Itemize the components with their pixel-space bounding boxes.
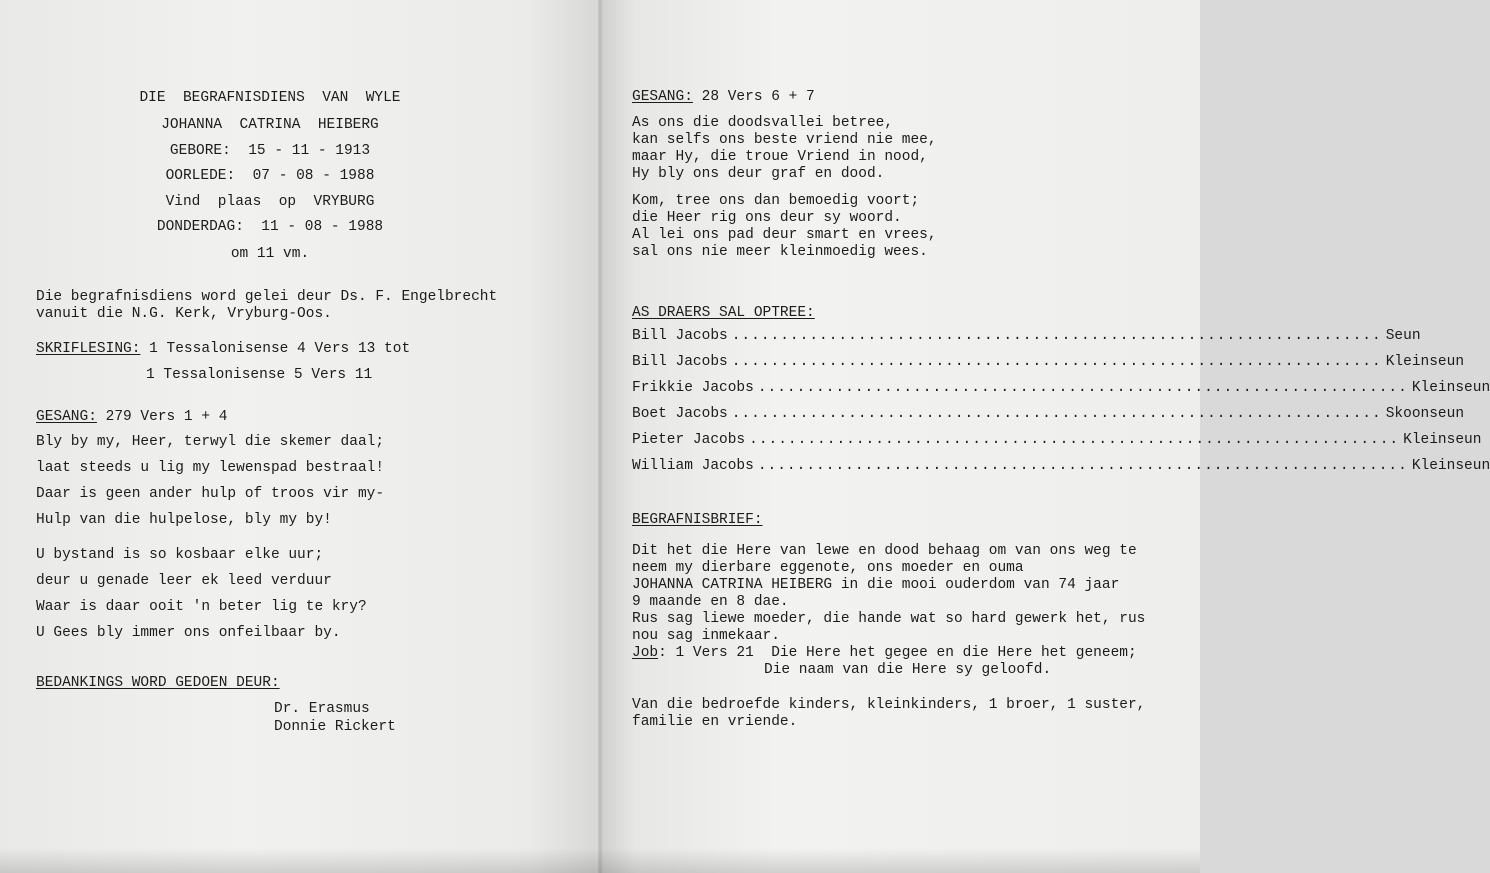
- header-line: DONDERDAG: 11 - 08 - 1988: [156, 219, 384, 235]
- thanks-name: Dr. Erasmus: [274, 701, 370, 717]
- pallbearer-name: Frikkie Jacobs: [632, 380, 754, 396]
- pallbearer-relation: Skoonseun: [1385, 406, 1465, 422]
- job-verse: [632, 645, 1137, 662]
- pallbearer-relation: Seun: [1385, 328, 1421, 344]
- closing-line: Van die bedroefde kinders, kleinkinders, 1 broer, 1 suster,: [632, 697, 1146, 713]
- pallbearer-relation: Kleinseun: [1411, 380, 1490, 396]
- pallbearer-relation: Kleinseun: [1385, 354, 1465, 370]
- job-verse-line-2: Die naam van die Here sy geloofd.: [764, 662, 1052, 678]
- hymn-line: Hy bly ons deur graf en dood.: [632, 166, 885, 182]
- hymn-line: Kom, tree ons dan bemoedig voort;: [632, 193, 920, 209]
- hymn-line: As ons die doodsvallei betree,: [632, 115, 894, 131]
- notice-line: neem my dierbare eggenote, ons moeder en ouma: [632, 560, 1024, 576]
- notice-line: JOHANNA CATRINA HEIBERG in die mooi ouderdom van 74 jaar: [632, 577, 1120, 593]
- thanks-heading: BEDANKINGS WORD GEDOEN DEUR:: [36, 675, 280, 691]
- hymn-label: GESANG:: [36, 409, 97, 425]
- hymn-ref: 28 Vers 6 + 7: [692, 89, 815, 105]
- notice-line: nou sag inmekaar.: [632, 628, 780, 644]
- pallbearer-row: Boet Jacobs ................................................................... Skoonseun: [632, 406, 1465, 422]
- pallbearer-name: Bill Jacobs: [632, 354, 728, 370]
- header-line: DIE BEGRAFNISDIENS VAN WYLE: [139, 90, 401, 106]
- left-page: [0, 0, 600, 873]
- scripture-ref: 1 Tessalonisense 4 Vers 13 tot: [140, 341, 411, 357]
- notice-line: 9 maande en 8 dae.: [632, 594, 789, 610]
- service-church: vanuit die N.G. Kerk, Vryburg-Oos.: [36, 306, 332, 322]
- center-fold: [596, 0, 604, 873]
- pallbearer-relation: Kleinseun: [1403, 432, 1482, 448]
- hymn-line: sal ons nie meer kleinmoedig wees.: [632, 244, 928, 260]
- hymn-line: Bly by my, Heer, terwyl die skemer daal;: [36, 434, 385, 450]
- notice-line: Rus sag liewe moeder, die hande wat so hard gewerk het, rus: [632, 611, 1146, 627]
- hymn-line: kan selfs ons beste vriend nie mee,: [632, 132, 937, 148]
- hymn-line: U bystand is so kosbaar elke uur;: [36, 547, 324, 563]
- header-line: OORLEDE: 07 - 08 - 1988: [165, 168, 375, 184]
- header-line: JOHANNA CATRINA HEIBERG: [161, 117, 379, 133]
- pallbearer-name: Pieter Jacobs: [632, 432, 746, 448]
- header-line: Vind plaas op VRYBURG: [165, 194, 375, 210]
- notice-heading: BEGRAFNISBRIEF:: [632, 512, 763, 528]
- hymn-line: U Gees bly immer ons onfeilbaar by.: [36, 625, 341, 641]
- hymn-line: Al lei ons pad deur smart en vrees,: [632, 227, 937, 243]
- hymn-line: Hulp van die hulpelose, bly my by!: [36, 512, 332, 528]
- pallbearer-row: Frikkie Jacobs ................................................................... Kleinseun: [632, 380, 1490, 396]
- pallbearer-relation: Kleinseun: [1411, 458, 1490, 474]
- pallbearer-name: William Jacobs: [632, 458, 754, 474]
- thanks-name: Donnie Rickert: [274, 719, 396, 735]
- pallbearer-name: Boet Jacobs: [632, 406, 728, 422]
- hymn-line: Daar is geen ander hulp of troos vir my-: [36, 486, 385, 502]
- pallbearer-row: William Jacobs ................................................................... Kleinseun: [632, 458, 1490, 474]
- pallbearer-row: Bill Jacobs ................................................................... Seun: [632, 328, 1421, 344]
- pallbearer-row: Bill Jacobs ................................................................... Kleinseun: [632, 354, 1465, 370]
- notice-line: Dit het die Here van lewe en dood behaag om van ons weg te: [632, 543, 1137, 559]
- scripture-ref-2: 1 Tessalonisense 5 Vers 11: [146, 367, 373, 383]
- header-line: om 11 vm.: [230, 246, 310, 262]
- service-leader: Die begrafnisdiens word gelei deur Ds. F. Engelbrecht: [36, 289, 498, 305]
- pallbearer-row: Pieter Jacobs ................................................................... Kleinseun: [632, 432, 1482, 448]
- hymn-line: die Heer rig ons deur sy woord.: [632, 210, 902, 226]
- hymn-heading: [632, 89, 815, 106]
- bottom-shadow: [0, 848, 1200, 873]
- pallbearers-heading: AS DRAERS SAL OPTREE:: [632, 305, 815, 321]
- hymn-ref: 279 Vers 1 + 4: [96, 409, 228, 425]
- pallbearer-name: Bill Jacobs: [632, 328, 728, 344]
- hymn-line: Waar is daar ooit 'n beter lig te kry?: [36, 599, 367, 615]
- hymn-line: laat steeds u lig my lewenspad bestraal!: [36, 460, 385, 476]
- header-line: GEBORE: 15 - 11 - 1913: [169, 143, 371, 159]
- hymn-heading: [36, 409, 227, 426]
- scripture-reading: [36, 341, 410, 358]
- hymn-line: maar Hy, die troue Vriend in nood,: [632, 149, 928, 165]
- scripture-label: SKRIFLESING:: [36, 341, 141, 357]
- job-label: Job: [632, 645, 659, 661]
- closing-line: familie en vriende.: [632, 714, 798, 730]
- hymn-line: deur u genade leer ek leed verduur: [36, 573, 332, 589]
- hymn-label: GESANG:: [632, 89, 693, 105]
- right-page: [600, 0, 1490, 873]
- job-ref: : 1 Vers 21 Die Here het gegee en die Here het geneem;: [658, 645, 1137, 661]
